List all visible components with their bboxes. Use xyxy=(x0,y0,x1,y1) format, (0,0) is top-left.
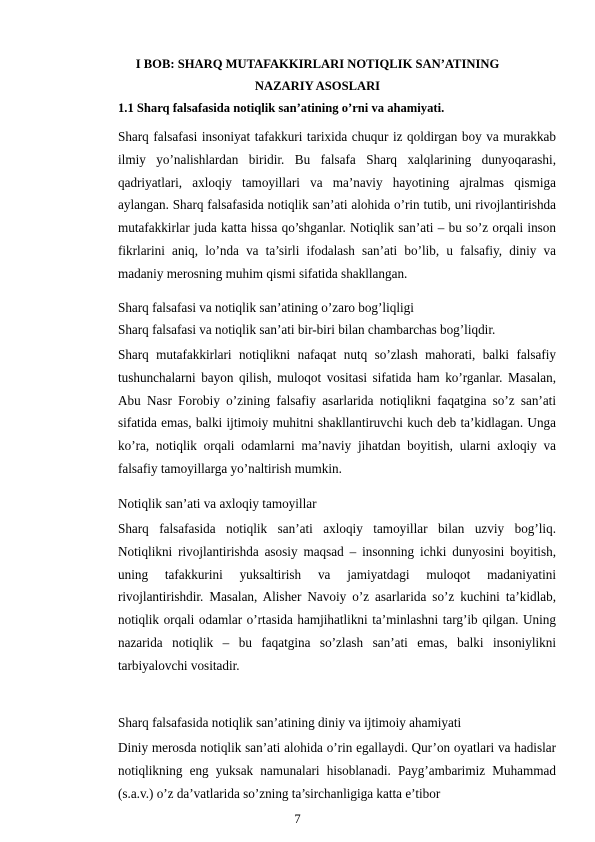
page-number: 7 xyxy=(294,812,301,826)
paragraph-2-text: Sharq mutafakkirlari notiqlikni nafaqat nutq so’zlash mahorati, balki falsafiy tushunchalarni bayon qilish, muloqot vositasi sifatida ham ko’rganlar. Masalan, Abu Nasr Forobiy o’zining falsafiy asarlarida notiqlikni faqatgina so’z san’ati sifatida emas, balki ijtimoiy muhitni shakllantiruvchi kuch deb ta’kidlagan. Unga ko’ra, notiqlik orqali odamlarni ma’naviy jihatdan boyitish, ularni axloqiy va falsafiy tamoyillarga yo’naltirish mumkin. xyxy=(118,347,556,476)
subheading-1: Sharq falsafasi va notiqlik san’atining o’zaro bog’liqligi xyxy=(118,300,414,315)
subheading-3: Sharq falsafasida notiqlik san’atining diniy va ijtimoiy ahamiyati xyxy=(118,715,462,730)
paragraph-3-text: Sharq falsafasida notiqlik san’ati axloqiy tamoyillar bilan uzviy bog’liq. Notiqlikni rivojlantirishda asosiy maqsad – insonning ichki dunyosini boyitish, uning tafakkurini yuksaltirish va jamiyatdagi muloqot madaniyatini rivojlantirishdir. Masalan, Alisher Navoiy o’z asarlarida so’z kuchini ta’kidlab, notiqlik orqali odamlar o’rtasida hamjihatlikni ta’minlashni targ’ib qilgan. Uning nazarida notiqlik – bu faqatgina so’zlash san’ati emas, balki insoniylikni tarbiyalovchi vositadir. xyxy=(118,521,556,673)
paragraph-1 xyxy=(118,126,556,286)
paragraph-4 xyxy=(118,737,556,805)
paragraph-4-text: Diniy merosda notiqlik san’ati alohida o’rin egallaydi. Qur’on oyatlari va hadislar notiqlikning eng yuksak namunalari hisoblanadi. Payg’ambarimiz Muhammad (s.a.v.) o’z da’vatlarida so’zning ta’sirchanligiga katta e’tibor xyxy=(118,740,556,801)
chapter-title-line2: NAZARIY ASOSLARI xyxy=(254,79,381,93)
paragraph-2 xyxy=(118,344,556,481)
subheading-2: Notiqlik san’ati va axloqiy tamoyillar xyxy=(118,496,317,511)
paragraph-1-text: Sharq falsafasi insoniyat tafakkuri tarixida chuqur iz qoldirgan boy va murakkab ilmiy yo’nalishlardan biridir. Bu falsafa Sharq xalqlarining dunyoqarashi, qadriyatlari, axloqiy tamoyillari va ma’naviy hayotining ajralmas qismiga aylangan. Sharq falsafasida notiqlik san’ati alohida o’rin tutib, uni rivojlantirishda mutafakkirlar juda katta hissa qo’shganlar. Notiqlik san’ati – bu so’z orqali inson fikrlarini aniq, lo’nda va ta’sirli ifodalash san’ati bo’lib, u falsafiy, diniy va madaniy merosning muhim qismi sifatida shakllangan. xyxy=(118,129,556,281)
section-heading: 1.1 Sharq falsafasida notiqlik san’atining o’rni va ahamiyati. xyxy=(118,101,445,115)
chapter-title-line1: I BOB: SHARQ MUTAFAKKIRLARI NOTIQLIK SAN’ATINING xyxy=(135,57,500,71)
line-after-subheading-1: Sharq falsafasi va notiqlik san’ati bir-biri bilan chambarchas bog’liqdir. xyxy=(118,322,496,337)
paragraph-3 xyxy=(118,518,556,678)
